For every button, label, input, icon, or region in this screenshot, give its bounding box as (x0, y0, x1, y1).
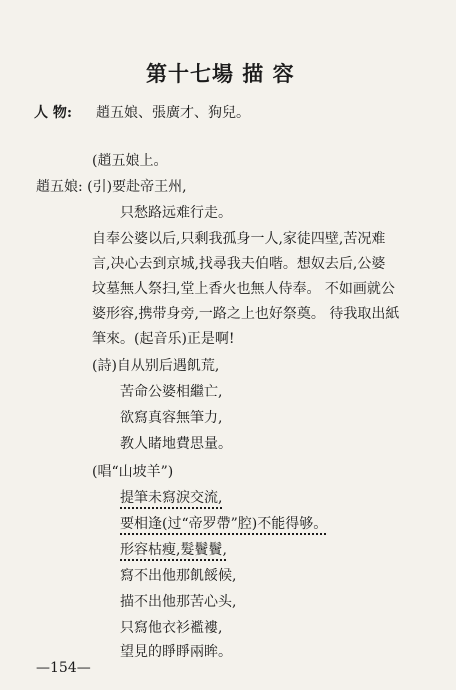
song-tune-marker: (唱“山坡羊”) (92, 464, 174, 480)
prose-line: 婆形容,携带身旁,一路之上也好祭奠。 待我取出紙 (92, 306, 400, 322)
stage-direction-entrance: (趙五娘上。 (92, 153, 168, 169)
song-line: 形容枯瘦,髮鬢鬢, (120, 542, 227, 558)
song-line: 望見的睜睜兩眸。 (120, 644, 232, 660)
poem-line: 教人睹地費思量。 (120, 436, 232, 452)
prose-line: 自奉公婆以后,只剩我孤身一人,家徒四壁,苦况难 (92, 231, 386, 247)
song-line: 提筆未寫淚交流, (120, 490, 223, 506)
song-line: 要相逢(过“帝罗帶”腔)不能得够。 (120, 516, 328, 532)
song-line: 只寫他衣衫襤褸, (120, 620, 223, 636)
song-line: 寫不出他那飢餒候, (120, 568, 237, 584)
poem-line: (詩)自从别后遇飢荒, (92, 358, 220, 374)
verse-line: 只愁路远难行走。 (120, 205, 232, 221)
prose-line: 筆來。(起音乐)正是啊! (92, 331, 235, 347)
prose-line: 言,决心去到京城,找尋我夫伯喈。想奴去后,公婆 (92, 256, 386, 272)
speaker-line-intro: 趙五娘: (引)要赴帝王州, (36, 179, 187, 195)
cast-label: 人 物: (34, 105, 73, 121)
scene-title: 第十七場 描 容 (146, 61, 295, 86)
page-number: —154— (36, 660, 91, 676)
poem-line: 欲寫真容無筆力, (120, 410, 223, 426)
cast-list: 趙五娘、張廣才、狗兒。 (96, 105, 250, 121)
poem-line: 苦命公婆相繼亡, (120, 384, 223, 400)
song-line: 描不出他那苦心头, (120, 594, 237, 610)
prose-line: 坟墓無人祭扫,堂上香火也無人侍奉。 不如画就公 (92, 281, 395, 297)
